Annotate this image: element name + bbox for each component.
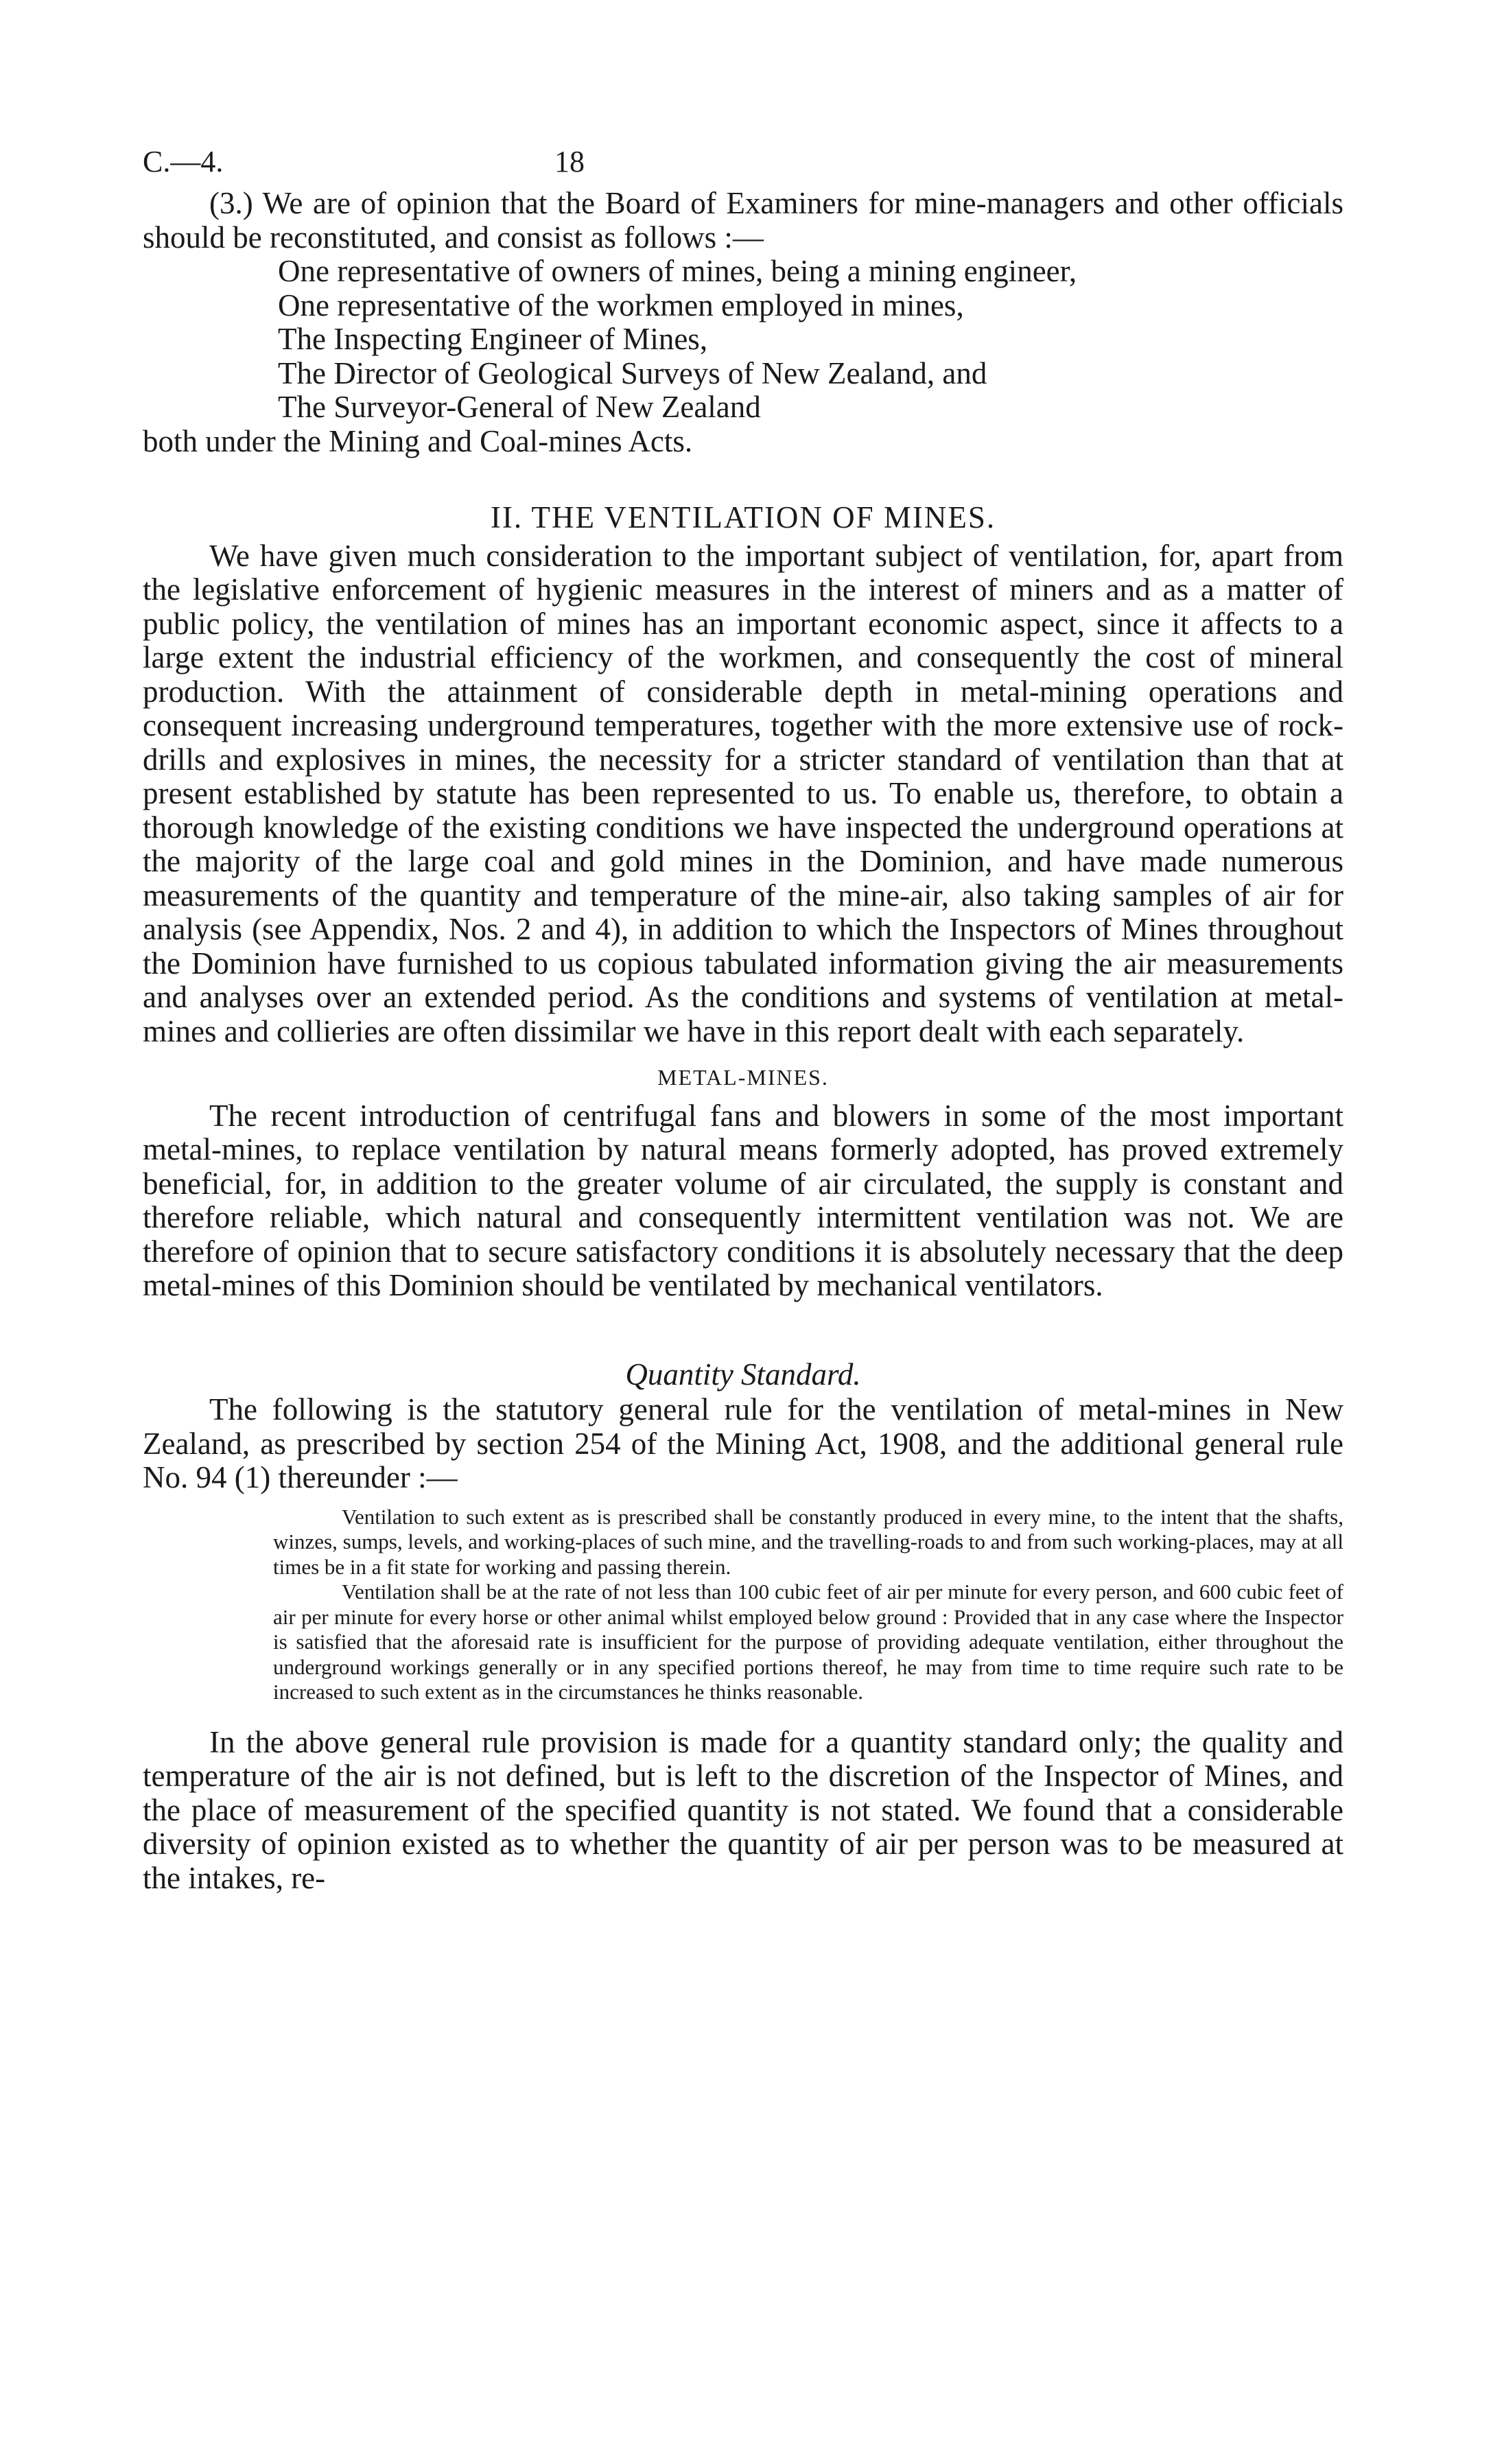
page-header (143, 137, 1343, 187)
statutory-rule-paragraph: The following is the statutory general rule for the ventilation of metal-mines in New Zealand, as prescribed by section 254 of the Mining Act, 1908, and the additional general rule No. 94 (1) thereunder :— (143, 1392, 1343, 1494)
board-member: The Director of Geological Surveys of New Zealand, and (278, 355, 987, 390)
quote-paragraph: Ventilation to such extent as is prescribed shall be constantly produced in every mine, to the intent that the shafts, winzes, sumps, levels, and working-places of such mine, and the travelling-roads to and from such working-places, may at all times be in a fit state for working and passing therein. (273, 1504, 1343, 1579)
statutory-rule-quote (273, 1505, 1343, 1705)
document-reference: C.—4. (143, 145, 224, 178)
board-member: One representative of owners of mines, being a mining engineer, (278, 254, 1077, 288)
quote-paragraph: Ventilation shall be at the rate of not less than 100 cubic feet of air per minute for every person, and 600 cubic feet of air per minute for every horse or other animal whilst employed below ground : Provided that in any case where the Inspector is satisfied that the aforesaid rate is insufficient for the purpose of providing adequate ventilation, either throughout the underground workings generally or in any specified portions thereof, he may from time to time require such rate to be increased to such extent as in the circumstances he thinks reasonable. (273, 1580, 1343, 1704)
document-page (143, 137, 1343, 1895)
section-title: II. THE VENTILATION OF MINES. (490, 500, 996, 535)
metal-mines-paragraph: The recent introduction of centrifugal fans and blowers in some of the most important metal-mines, to replace ventilation by natural means formerly adopted, has proved extremely beneficial, for, in addition to the greater volume of air circulated, the supply is constant and therefore reliable, which natural and consequently intermittent ventilation was not. We are therefore of opinion that to secure satisfactory conditions it is absolutely necessary that the deep metal-mines of this Dominion should be ventilated by mechanical ventilators. (143, 1098, 1343, 1302)
board-member: The Inspecting Engineer of Mines, (278, 322, 708, 356)
metal-mines-heading: METAL-MINES. (657, 1065, 829, 1090)
quantity-standard-heading: Quantity Standard. (625, 1357, 861, 1392)
page-body (143, 187, 1343, 1895)
board-member: The Surveyor-General of New Zealand (278, 390, 761, 424)
board-member: One representative of the workmen employed in mines, (278, 288, 964, 322)
page-number: 18 (554, 145, 585, 178)
ventilation-paragraph: We have given much consideration to the important subject of ventilation, for, apart from the legislative enforcement of hygienic measures in the interest of miners and as a matter of public policy, the ventilation of mines has an important economic aspect, since it affects to a large extent the industrial efficiency of the workmen, and consequently the cost of mineral production. With the attainment of considerable depth in metal-mining operations and consequent increasing underground temperatures, together with the more extensive use of rock-drills and explosives in mines, the necessity for a stricter standard of ventilation than that at present established by statute has been represented to us. To enable us, therefore, to obtain a thorough knowledge of the existing conditions we have inspected the underground operations at the majority of the large coal and gold mines in the Dominion, and have made numerous measurements of the quantity and temperature of the mine-air, also taking samples of air for analysis (see Appendix, Nos. 2 and 4), in addition to which the Inspectors of Mines throughout the Dominion have furnished to us copious tabulated information giving the air measurements and analyses over an extended period. As the conditions and systems of ventilation at metal-mines and collieries are often dissimilar we have in this report dealt with each separately. (143, 538, 1343, 1048)
board-paragraph: (3.) We are of opinion that the Board of Examiners for mine-managers and other officials should be reconstituted, and consist as follows :— (143, 186, 1343, 255)
board-members-list (143, 255, 1343, 425)
board-closing-line: both under the Mining and Coal-mines Acts. (143, 423, 693, 458)
quantity-standard-closing-paragraph: In the above general rule provision is made for a quantity standard only; the quality and temperature of the air is not defined, but is left to the discretion of the Inspector of Mines, and the place of measurement of the specified quantity is not stated. We found that a considerable diversity of opinion existed as to whether the quantity of air per person was to be measured at the intakes, re- (143, 1724, 1343, 1895)
